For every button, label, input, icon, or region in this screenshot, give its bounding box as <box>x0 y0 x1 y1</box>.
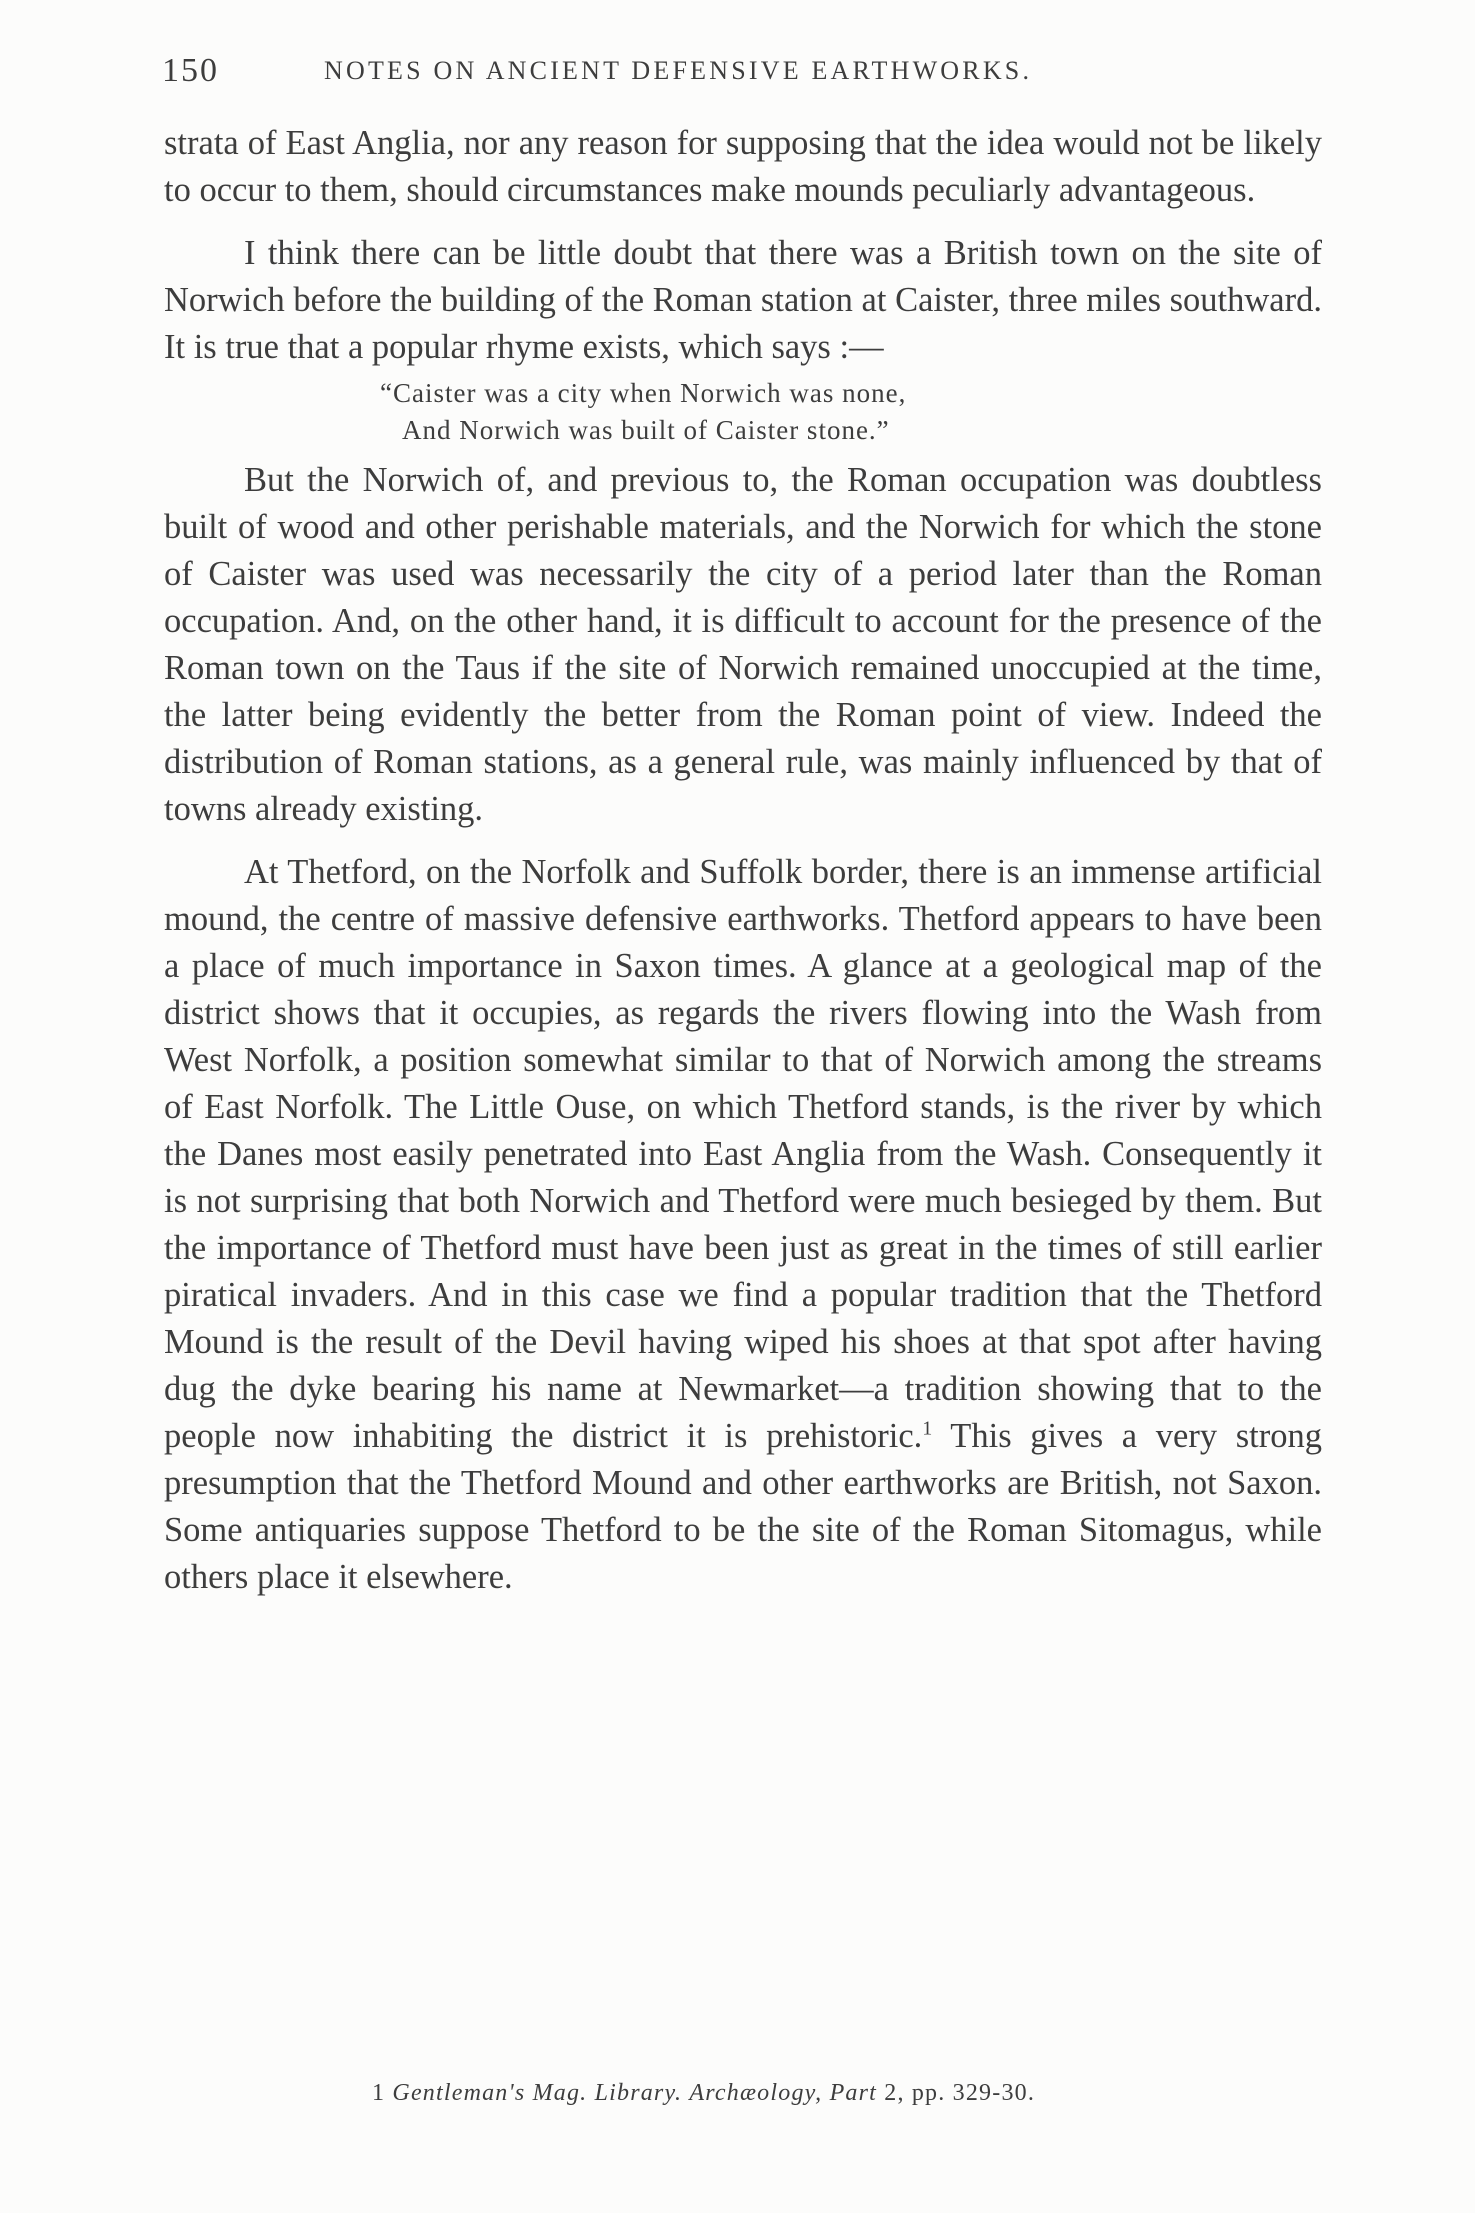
footnote-number: 1 <box>372 2080 386 2106</box>
rhyme-quotation <box>164 375 1322 449</box>
paragraph-4-text-a: At Thetford, on the Norfolk and Suffolk border, there is an immense artificial mound, the centre of massive defensive earthworks. Thetford appears to have been a place of much importance in Saxon times. A glance at a geological map of the district shows that it occupies, as regards the rivers flowing into the Wash from West Norfolk, a position somewhat similar to that of Norwich among the streams of East Norfolk. The Little Ouse, on which Thetford stands, is the river by which the Danes most easily penetrated into East Anglia from the Wash. Consequently it is not surprising that both Norwich and Thetford were much besieged by them. But the importance of Thetford must have been just as great in the times of still earlier piratical invaders. And in this case we find a popular tradition that the Thetford Mound is the result of the Devil having wiped his shoes at that spot after having dug the dyke bearing his name at Newmarket—a tradition showing that to the people now inhabiting the district it is prehistoric. <box>164 853 1322 1455</box>
paragraph-1: strata of East Anglia, nor any reason for supposing that the idea would not be likely to occur to them, should circumstances make mounds peculiarly advantageous. <box>164 124 1322 209</box>
running-title: NOTES ON ANCIENT DEFENSIVE EARTHWORKS. <box>324 56 1033 85</box>
paragraph-4 <box>164 849 1322 1601</box>
body-text <box>164 120 1322 1601</box>
rhyme-line-2: And Norwich was built of Caister stone.” <box>402 415 890 445</box>
footnote-reference: 1 <box>922 1417 933 1440</box>
footnote <box>372 2080 1035 2107</box>
paragraph-2: I think there can be little doubt that there was a British town on the site of Norwich before the building of the Roman station at Caister, three miles southward. It is true that a popular rhyme exists, which says :— <box>164 234 1322 366</box>
footnote-source: Gentleman's Mag. Library. <box>392 2080 683 2106</box>
footnote-work: Archæology, Part <box>689 2080 878 2106</box>
footnote-pages: 2, pp. 329-30. <box>877 2080 1036 2106</box>
paragraph-4-text-b: This gives a very strong presumption that the Thetford Mound and other earthworks are British, not Saxon. Some antiquaries suppose Thetford to be the site of the Roman Sitomagus, while others place it elsewhere. <box>164 1417 1322 1596</box>
paragraph-3: But the Norwich of, and previous to, the Roman occupation was doubtless built of wood and other perishable materials, and the Norwich for which the stone of Caister was used was necessarily the city of a period later than the Roman occupation. And, on the other hand, it is difficult to account for the presence of the Roman town on the Taus if the site of Norwich remained unoccupied at the time, the latter being evidently the better from the Roman point of view. Indeed the distribution of Roman stations, as a general rule, was mainly influenced by that of towns already existing. <box>164 461 1322 828</box>
rhyme-line-1: “Caister was a city when Norwich was none, <box>380 378 907 408</box>
page-number: 150 <box>162 52 219 89</box>
running-head <box>162 52 1322 92</box>
